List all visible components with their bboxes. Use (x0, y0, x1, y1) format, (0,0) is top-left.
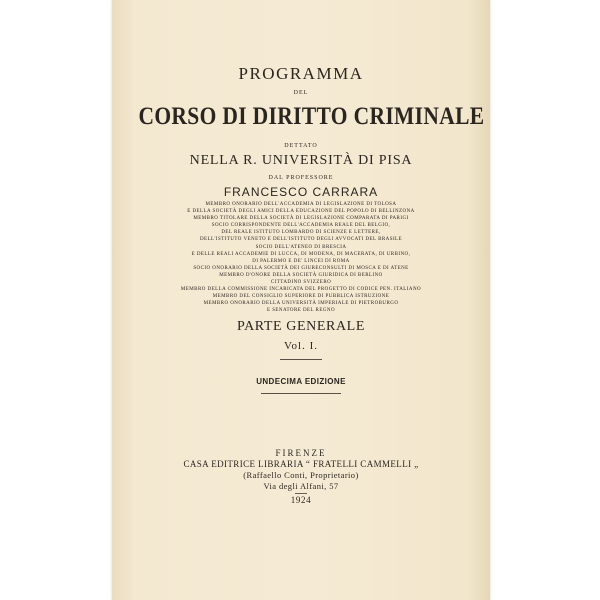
divider (261, 393, 341, 394)
author-name: FRANCESCO CARRARA (223, 185, 379, 199)
publication-year: 1924 (290, 495, 312, 505)
dettato-label: DETTATO (284, 143, 318, 149)
title-page (112, 0, 490, 600)
membership-line: MEMBRO ONORARIO DELLA UNIVERSITÀ IMPERIALE DI PIETROBURGO (203, 301, 399, 307)
membership-line: SOCIO CORRISPONDENTE DELL'ACCADEMIA REALE DEL BELGIO, (211, 223, 391, 229)
publisher-address: Via degli Alfani, 57 (263, 481, 339, 491)
membership-line: MEMBRO DEL CONSIGLIO SUPERIORE DI PUBBLICA ISTRUZIONE (212, 294, 390, 300)
dal-professore-label: DAL PROFESSORE (268, 175, 334, 181)
membership-line: E DELLA SOCIETÀ DEGLI AMICI DELLA EDUCAZIONE DEL POPOLO DI BELLINZONA (187, 209, 415, 215)
divider (295, 493, 307, 494)
city: FIRENZE (275, 448, 327, 458)
membership-line: MEMBRO DELLA COMMISSIONE INCARICATA DEL PROGETTO DI CODICE PEN. ITALIANO (180, 287, 422, 293)
volume-label: Vol. I. (284, 340, 318, 352)
title-del: DEL (293, 90, 309, 96)
divider (280, 359, 322, 360)
membership-line: DELL'ISTITUTO VENETO E DELL'ISTITUTO DEGLI AVVOCATI DEL BRASILE (199, 237, 403, 243)
publisher-owner: (Raffaello Conti, Proprietario) (243, 470, 359, 480)
membership-line: DI PALERMO E DE' LINCEI DI ROMA (252, 258, 350, 264)
membership-line: DEL REALE ISTITUTO LOMBARDO DI SCIENZE E LETTERE, (221, 230, 381, 236)
publisher: CASA EDITRICE LIBRARIA “ FRATELLI CAMMELLI „ (183, 459, 419, 469)
membership-line: SOCIO DELL'ATENEO DI BRESCIA (255, 244, 347, 250)
membership-line: MEMBRO TITOLARE DELLA SOCIETÀ DI LEGISLAZIONE COMPARATA DI PARIGI (193, 216, 409, 222)
main-title: CORSO DI DIRITTO CRIMINALE (138, 103, 485, 130)
edition-label: UNDECIMA EDIZIONE (256, 377, 346, 386)
membership-line: E DELLE REALI ACCADEMIE DI LUCCA, DI MODENA, DI MACERATA, DI URBINO, (191, 251, 411, 257)
membership-line: MEMBRO ONORARIO DELL'ACCADEMIA DI LEGISLAZIONE DI TOLOSA (205, 202, 397, 207)
title-programma: PROGRAMMA (238, 64, 364, 83)
memberships-list (112, 201, 490, 315)
membership-line: SOCIO ONORARIO DELLA SOCIETÀ DEI GIURECONSULTI DI MOSCA E DI ATENE (193, 265, 409, 271)
university-line: NELLA R. UNIVERSITÀ DI PISA (189, 153, 413, 168)
membership-line: CITTADINO SVIZZERO (270, 280, 332, 286)
membership-line: E SENATORE DEL REGNO (266, 308, 336, 314)
membership-line: MEMBRO D'ONORE DELLA SOCIETÀ GIURIDICA DI BERLINO (219, 272, 383, 278)
part-title: PARTE GENERALE (237, 319, 365, 334)
